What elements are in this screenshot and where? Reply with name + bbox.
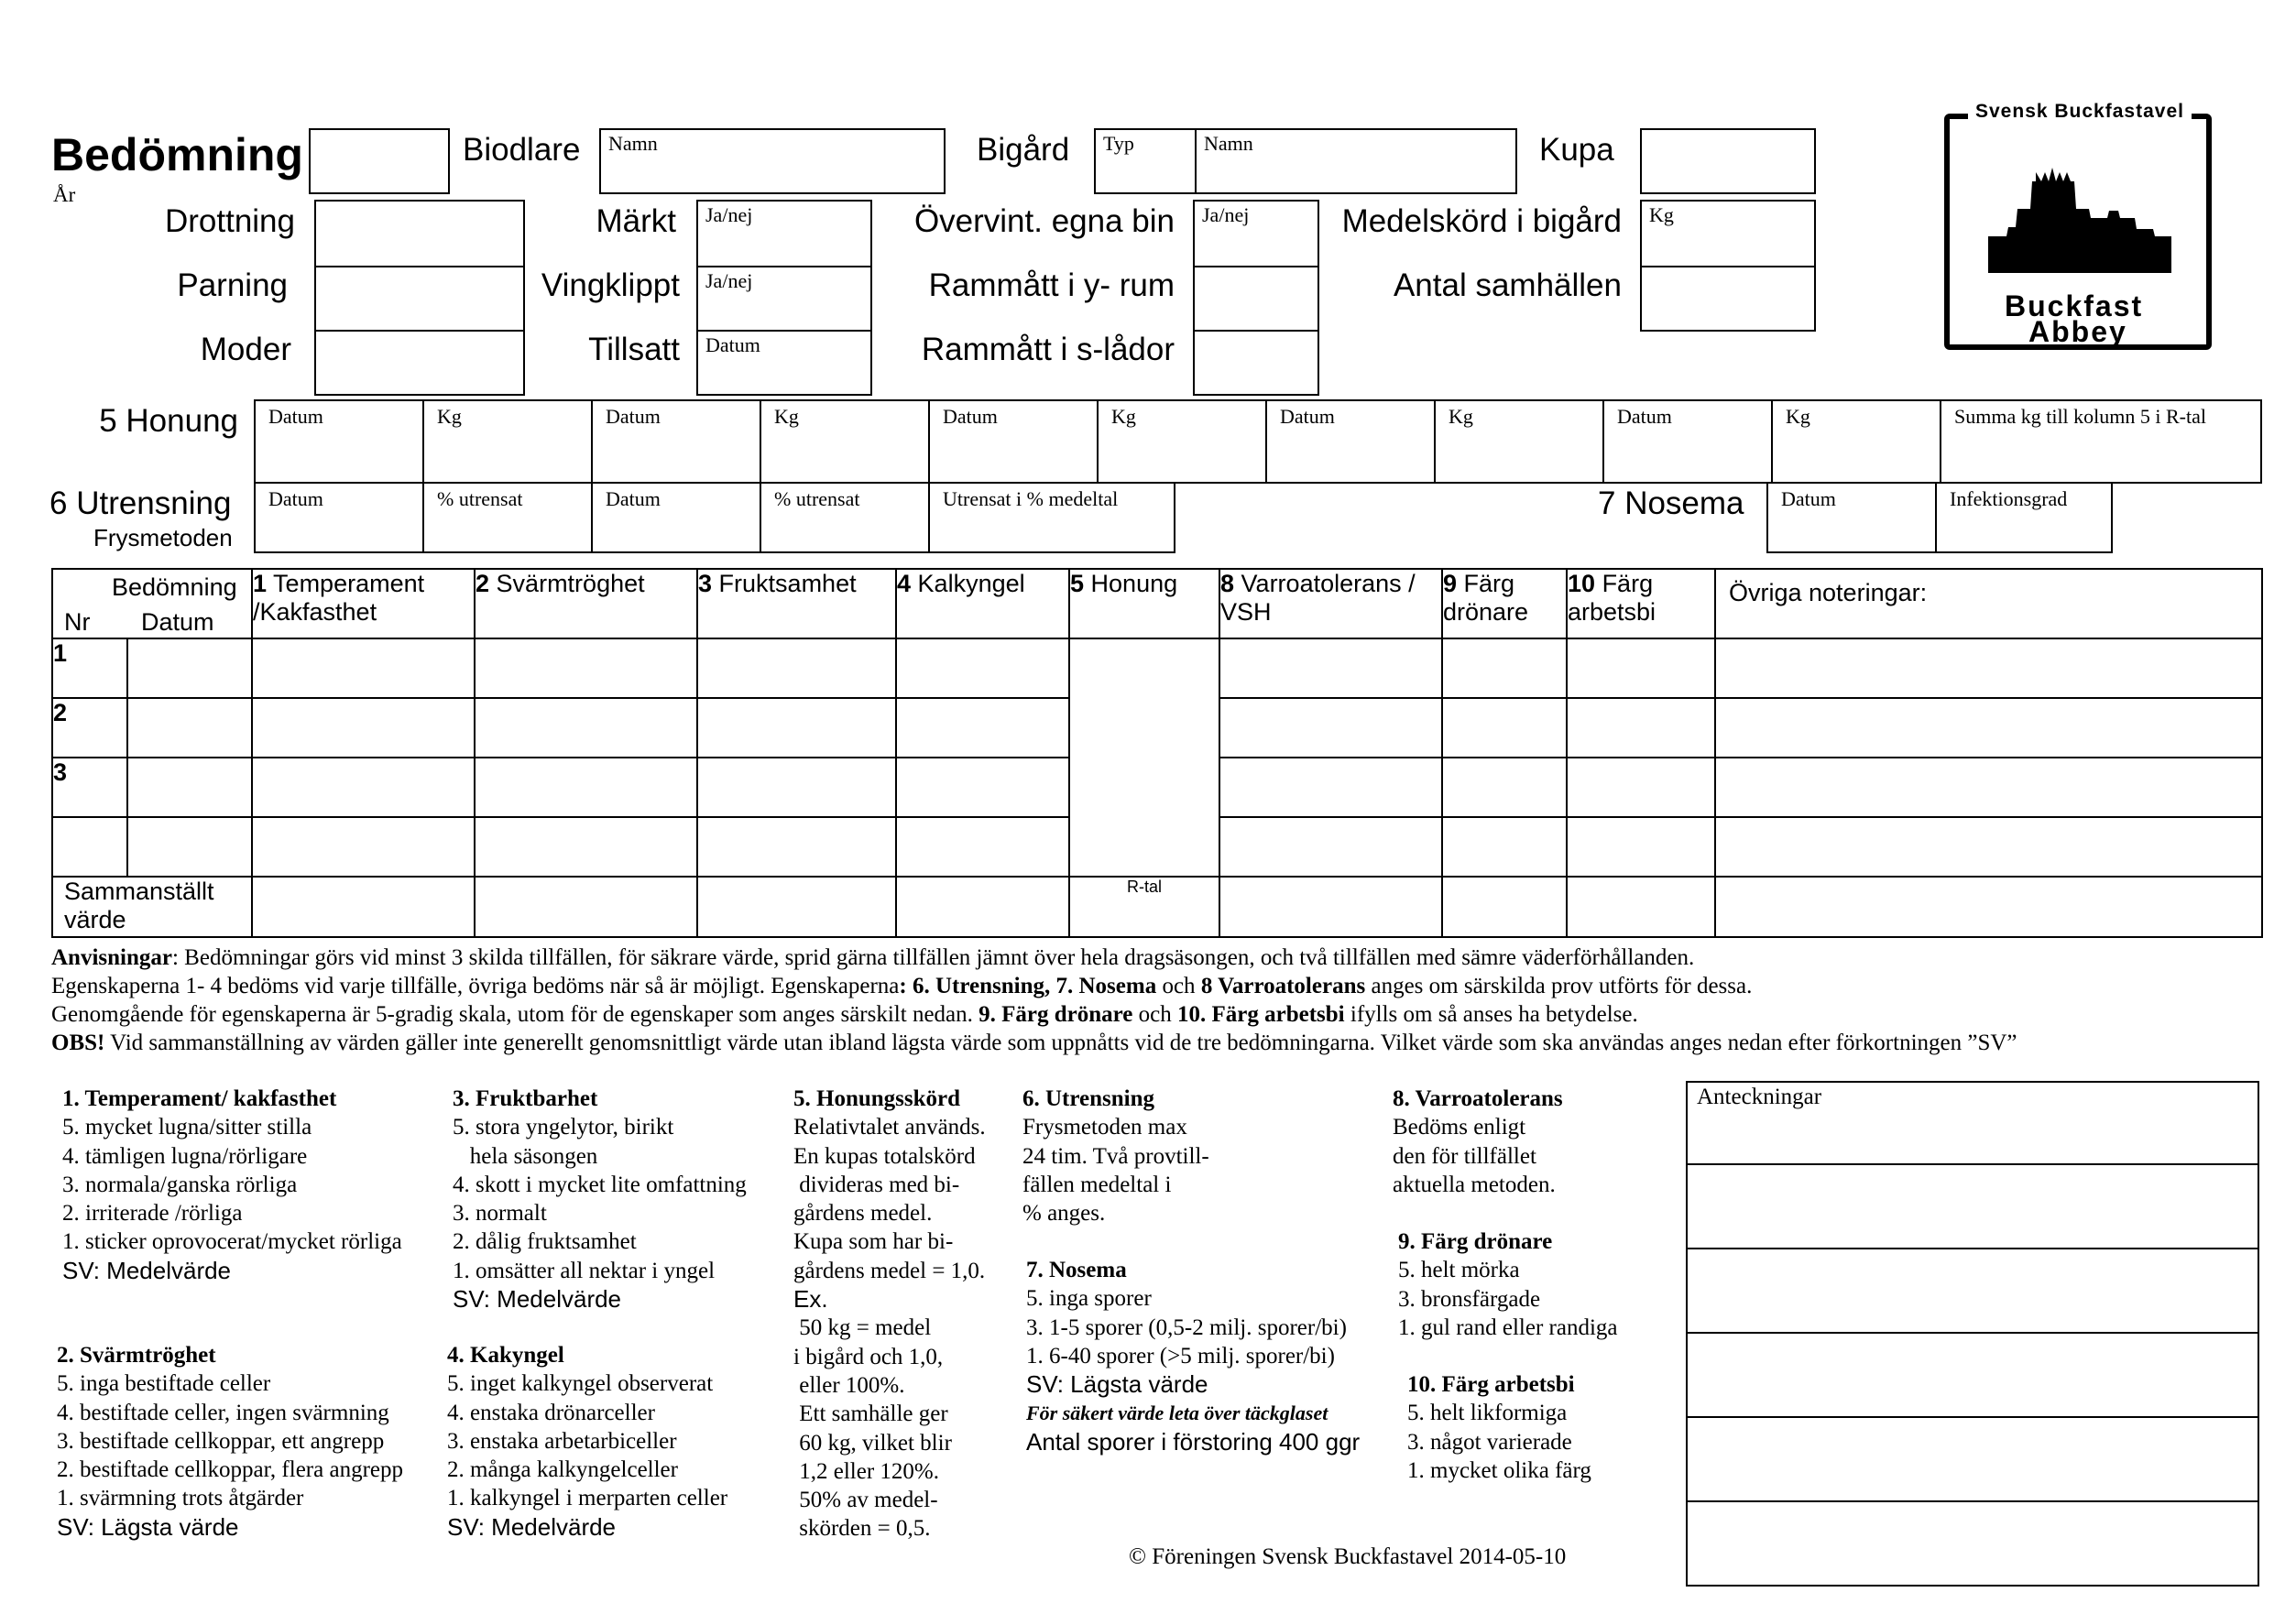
- honung-cell[interactable]: [1434, 399, 1604, 484]
- utrensning-cell[interactable]: [591, 482, 761, 553]
- markt-label: Märkt: [596, 203, 676, 239]
- grid-cell[interactable]: [697, 758, 896, 817]
- grid-cell[interactable]: [475, 817, 697, 877]
- grid-cell[interactable]: [252, 877, 475, 937]
- medelskord-label: Medelskörd i bigård: [1341, 203, 1622, 239]
- legend-line: 3. något varierade: [1407, 1429, 1572, 1455]
- summary-label: [52, 877, 252, 937]
- bigard-label: Bigård: [977, 132, 1070, 168]
- grid-cell[interactable]: [1219, 758, 1442, 817]
- legend-heading: 4. Kakyngel: [447, 1343, 564, 1368]
- legend-line: 5. stora yngelytor, birikt: [453, 1115, 674, 1140]
- legend-line: 3. normalt: [453, 1201, 547, 1227]
- legend-line: hela säsongen: [453, 1143, 598, 1169]
- legend-line: gårdens medel.: [793, 1201, 933, 1227]
- biodlare-name-field[interactable]: [599, 128, 946, 194]
- grid-cell[interactable]: [896, 638, 1069, 698]
- legend-line: Relativtalet används.: [793, 1115, 986, 1140]
- datum-hdr-label: Datum: [141, 608, 214, 636]
- honung-cell[interactable]: [1771, 399, 1941, 484]
- legend-line: 2. många kalkyngelceller: [447, 1457, 678, 1483]
- legend-line: 1. 6-40 sporer (>5 milj. sporer/bi): [1026, 1343, 1335, 1369]
- instr-bold: 10. Färg arbetsbi: [1177, 1002, 1345, 1027]
- moder-field[interactable]: [314, 330, 525, 396]
- instr-bold: 9. Färg drönare: [979, 1002, 1133, 1027]
- cell-caption: Datum: [1280, 405, 1335, 428]
- legend-line: 4. skott i mycket lite omfattning: [453, 1172, 747, 1197]
- legend-line: 1. gul rand eller randiga: [1398, 1314, 1618, 1340]
- logo-line1: Buckfast: [2005, 289, 2144, 322]
- legend-line: SV: Medelvärde: [62, 1256, 232, 1284]
- cell-caption: Datum: [606, 405, 661, 428]
- honung-cell[interactable]: [928, 399, 1099, 484]
- col-num: 1: [253, 570, 268, 597]
- frysmetoden-label: Frysmetoden: [93, 524, 233, 551]
- tillsatt-field[interactable]: [696, 330, 872, 396]
- field-caption: Namn: [608, 132, 658, 155]
- legend-line: 5. mycket lugna/sitter stilla: [62, 1115, 312, 1140]
- legend-line: 2. dålig fruktsamhet: [453, 1229, 637, 1255]
- assessment-grid: [51, 568, 2263, 938]
- drottning-label: Drottning: [164, 203, 295, 239]
- cell-caption: Datum: [268, 405, 323, 428]
- grid-cell[interactable]: [1442, 877, 1567, 937]
- abbey-icon: [1988, 145, 2171, 273]
- grid-cell[interactable]: [252, 698, 475, 758]
- cell-caption: Kg: [437, 405, 462, 428]
- legend-heading: 10. Färg arbetsbi: [1407, 1372, 1575, 1397]
- cell-caption: Infektionsgrad: [1950, 487, 2068, 510]
- parning-field[interactable]: [314, 266, 525, 332]
- grid-cell[interactable]: [475, 638, 697, 698]
- nosema-cell[interactable]: [1766, 482, 1937, 553]
- legend-line: Ett samhälle ger: [793, 1401, 948, 1427]
- legend-line: 2. bestiftade cellkoppar, flera angrepp: [57, 1457, 403, 1483]
- col-ovriga-header: [1715, 569, 2262, 638]
- field-caption: Ja/nej: [705, 203, 753, 226]
- legend-line: 2. irriterade /rörliga: [62, 1201, 243, 1227]
- legend-farg-arbetsbi: [1407, 1370, 1591, 1485]
- legend-line: 5. inga sporer: [1026, 1286, 1152, 1312]
- kupa-label: Kupa: [1539, 132, 1614, 168]
- grid-cell[interactable]: [1567, 817, 1715, 877]
- legend-line: 1. sticker oprovocerat/mycket rörliga: [62, 1229, 402, 1255]
- legend-line: % anges.: [1022, 1201, 1106, 1227]
- bedomning-hdr-label: Bedömning: [112, 573, 237, 601]
- honung-cell[interactable]: [1602, 399, 1773, 484]
- grid-cell[interactable]: [697, 698, 896, 758]
- row-number: [52, 817, 127, 877]
- instructions-line-4: [51, 1029, 2017, 1057]
- rammatt-y-label: Rammått i y- rum: [928, 267, 1175, 303]
- legend-line: eller 100%.: [793, 1372, 905, 1398]
- rammatt-s-label: Rammått i s-lådor: [921, 332, 1175, 367]
- grid-cell[interactable]: [1567, 698, 1715, 758]
- page-title: Bedömning: [51, 129, 303, 180]
- markt-field[interactable]: [696, 200, 872, 267]
- row-number: 2: [52, 698, 127, 758]
- legend-honungsskord: [793, 1085, 986, 1543]
- overvint-label: Övervint. egna bin: [913, 203, 1175, 239]
- utrensning-cell[interactable]: [928, 482, 1175, 553]
- col-temperament-header: [252, 569, 475, 638]
- col-kalk-header: [896, 569, 1069, 638]
- legend-heading: 9. Färg drönare: [1398, 1229, 1553, 1254]
- honung-cell[interactable]: [1940, 399, 2262, 484]
- grid-cell[interactable]: [1219, 817, 1442, 877]
- legend-line: 1. svärmning trots åtgärder: [57, 1486, 304, 1511]
- honung-cell[interactable]: [1097, 399, 1267, 484]
- legend-line: 60 kg, vilket blir: [793, 1430, 952, 1456]
- field-caption: Namn: [1204, 132, 1253, 155]
- col-label: Färg drönare: [1443, 570, 1529, 626]
- legend-svarmtroghet: [57, 1341, 403, 1542]
- grid-cell[interactable]: [1442, 698, 1567, 758]
- antal-field[interactable]: [1640, 266, 1816, 332]
- col-varroa-header: [1219, 569, 1442, 638]
- field-caption: Datum: [705, 333, 760, 356]
- legend-line: Frysmetoden max: [1022, 1115, 1187, 1140]
- legend-line: 3. normala/ganska rörliga: [62, 1172, 298, 1197]
- summary-row: [52, 877, 2262, 937]
- logo-line2: Abbey: [2028, 315, 2127, 348]
- legend-heading: 2. Svärmtröghet: [57, 1343, 216, 1368]
- grid-cell[interactable]: [697, 638, 896, 698]
- honung-cell[interactable]: [760, 399, 930, 484]
- legend-heading: 8. Varroatolerans: [1393, 1086, 1563, 1111]
- legend-line: SV: Lägsta värde: [57, 1512, 239, 1541]
- legend-line: SV: Medelvärde: [447, 1512, 617, 1541]
- vingklippt-label: Vingklippt: [541, 267, 680, 303]
- instr-bold: OBS!: [51, 1031, 105, 1055]
- legend-line: 3. enstaka arbetarbiceller: [447, 1428, 677, 1454]
- instr-text: ifylls om så anses ha betydelse.: [1344, 1002, 1638, 1027]
- grid-cell[interactable]: [127, 638, 252, 698]
- cell-caption: Utrensat i % medeltal: [943, 487, 1119, 510]
- bigard-type-field[interactable]: [1094, 128, 1197, 194]
- legend-line: i bigård och 1,0,: [793, 1344, 944, 1369]
- table-row: [52, 638, 2262, 698]
- legend-line: skörden = 0,5.: [793, 1516, 931, 1542]
- legend-line: Ex.: [793, 1285, 828, 1314]
- legend-line: Bedöms enligt: [1393, 1115, 1526, 1140]
- legend-line: 4. enstaka drönarceller: [447, 1400, 655, 1425]
- logo-top-text: Svensk Buckfastavel: [1968, 101, 2192, 123]
- col-num: 8: [1220, 570, 1235, 597]
- legend-line: 4. tämligen lugna/rörligare: [62, 1143, 308, 1169]
- antal-label: Antal samhällen: [1393, 267, 1622, 303]
- grid-cell[interactable]: [1715, 877, 2262, 937]
- instr-text: och: [1156, 974, 1201, 998]
- notes-line: [1686, 1163, 2259, 1165]
- legend-heading: 7. Nosema: [1026, 1258, 1127, 1282]
- copyright: © Föreningen Svensk Buckfastavel 2014-05-10: [1129, 1544, 1567, 1569]
- cell-caption: Datum: [1781, 487, 1836, 510]
- grid-cell[interactable]: [127, 758, 252, 817]
- cell-caption: Kg: [1111, 405, 1136, 428]
- legend-farg-dronare: [1398, 1227, 1618, 1342]
- legend-line: divideras med bi-: [793, 1172, 960, 1197]
- legend-utrensning: [1022, 1085, 1209, 1227]
- instructions-line-2: [51, 972, 1752, 1000]
- col-arbetsbi-header: [1567, 569, 1715, 638]
- legend-temperament: [62, 1085, 402, 1285]
- nosema-label: 7 Nosema: [1598, 485, 1744, 521]
- grid-cell[interactable]: [127, 817, 252, 877]
- cell-caption: % utrensat: [437, 487, 523, 510]
- grid-cell[interactable]: [252, 638, 475, 698]
- honung-label: 5 Honung: [99, 403, 238, 439]
- instr-text: : Bedömningar görs vid minst 3 skilda tillfällen, för säkrare värde, sprid gärna tillfällen jämnt över hela dragsäsongen, och två tillfällen med sämre väderförhållanden.: [171, 945, 1695, 970]
- grid-cell[interactable]: [1442, 758, 1567, 817]
- grid-cell[interactable]: [1219, 877, 1442, 937]
- grid-cell[interactable]: [896, 877, 1069, 937]
- col-label: Fruktsamhet: [718, 570, 857, 597]
- cell-caption: Datum: [943, 405, 998, 428]
- col-label: Varroatolerans / VSH: [1220, 570, 1416, 626]
- legend-heading: 5. Honungsskörd: [793, 1086, 961, 1111]
- rtal-cell[interactable]: [1069, 877, 1219, 937]
- legend-line: SV: Medelvärde: [453, 1285, 622, 1314]
- col-label: Svärmtröghet: [496, 570, 645, 597]
- bedomning-header: [52, 569, 252, 638]
- col-label: Honung: [1090, 570, 1178, 597]
- legend-kalkyngel: [447, 1341, 727, 1542]
- rtal-label: R-tal: [1126, 878, 1162, 896]
- col-label: Övriga noteringar:: [1729, 579, 1928, 606]
- legend-line: 5. inga bestiftade celler: [57, 1371, 271, 1397]
- instr-bold: Anvisningar: [51, 945, 172, 970]
- medelskord-field[interactable]: [1640, 200, 1816, 267]
- cell-caption: Datum: [268, 487, 323, 510]
- honung-cell[interactable]: [422, 399, 593, 484]
- utrensning-cell[interactable]: [254, 482, 424, 553]
- legend-line: 1,2 eller 120%.: [793, 1458, 939, 1484]
- col-drone-header: [1442, 569, 1567, 638]
- tillsatt-label: Tillsatt: [588, 332, 680, 367]
- legend-line: 4. bestiftade celler, ingen svärmning: [57, 1400, 389, 1425]
- legend-line: 3. bestiftade cellkoppar, ett angrepp: [57, 1428, 385, 1454]
- buckfast-logo: [1941, 101, 2221, 353]
- legend-line: För säkert värde leta över täckglaset: [1026, 1401, 1328, 1425]
- legend-line: aktuella metoden.: [1393, 1172, 1556, 1197]
- legend-line: 5. helt mörka: [1398, 1258, 1520, 1283]
- field-caption: Ja/nej: [1202, 203, 1250, 226]
- field-caption: Ja/nej: [705, 269, 753, 292]
- row-number: 3: [52, 758, 127, 817]
- instr-text: Egenskaperna 1- 4 bedöms vid varje tillfälle, övriga bedöms när så är möjligt. Egenskaperna: [51, 974, 900, 998]
- grid-cell[interactable]: [1567, 758, 1715, 817]
- kupa-field[interactable]: [1640, 128, 1816, 194]
- instr-bold: 8 Varroatolerans: [1200, 974, 1366, 998]
- legend-line: 5. inget kalkyngel observerat: [447, 1371, 714, 1397]
- summary-text: Sammanställt värde: [64, 878, 214, 933]
- grid-cell[interactable]: [896, 698, 1069, 758]
- col-num: 10: [1568, 570, 1596, 597]
- cell-caption: Summa kg till kolumn 5 i R-tal: [1954, 405, 2206, 428]
- rammatt-y-field[interactable]: [1193, 266, 1319, 332]
- grid-cell[interactable]: [1219, 638, 1442, 698]
- cell-caption: Kg: [1786, 405, 1810, 428]
- notes-line: [1686, 1416, 2259, 1418]
- instr-text: anges om särskilda prov utförts för dessa.: [1365, 974, 1753, 998]
- cell-caption: % utrensat: [774, 487, 860, 510]
- row-number: 1: [52, 638, 127, 698]
- legend-line: 3. bronsfärgade: [1398, 1286, 1541, 1312]
- grid-cell[interactable]: [1715, 638, 2262, 698]
- legend-varroa: [1393, 1085, 1563, 1199]
- grid-cell[interactable]: [896, 817, 1069, 877]
- col-label: Kalkyngel: [917, 570, 1025, 597]
- legend-line: En kupas totalskörd: [793, 1143, 976, 1169]
- legend-line: den för tillfället: [1393, 1143, 1536, 1169]
- col-honung-header: [1069, 569, 1219, 638]
- legend-line: 5. helt likformiga: [1407, 1401, 1568, 1426]
- anteckningar-box[interactable]: [1686, 1081, 2259, 1587]
- instr-text: Vid sammanställning av värden gäller inte generellt genomsnittligt värde utan ibland lägsta värde som uppnåtts vid de tre bedömningarna. Vilket värde som ska användas anges nedan efter förkortningen ”SV”: [104, 1031, 2017, 1055]
- grid-cell[interactable]: [697, 877, 896, 937]
- legend-fruktbarhet: [453, 1085, 747, 1314]
- parning-label: Parning: [177, 267, 288, 303]
- notes-line: [1686, 1248, 2259, 1249]
- field-caption: Kg: [1649, 203, 1674, 226]
- cell-caption: Datum: [606, 487, 661, 510]
- honung-cell[interactable]: [254, 399, 424, 484]
- cell-caption: Datum: [1617, 405, 1672, 428]
- legend-line: fällen medeltal i: [1022, 1172, 1172, 1197]
- honung-merged-cell[interactable]: [1069, 638, 1219, 877]
- legend-line: 50 kg = medel: [793, 1315, 932, 1341]
- instr-text: Genomgående för egenskaperna är 5-gradig skala, utom för de egenskaper som anges särskilt nedan.: [51, 1002, 979, 1027]
- grid-cell[interactable]: [475, 758, 697, 817]
- grid-cell[interactable]: [1567, 877, 1715, 937]
- notes-line: [1686, 1500, 2259, 1502]
- grid-cell[interactable]: [1715, 817, 2262, 877]
- grid-cell[interactable]: [1442, 817, 1567, 877]
- legend-line: 24 tim. Två provtill-: [1022, 1143, 1209, 1169]
- col-num: 9: [1443, 570, 1458, 597]
- legend-line: Antal sporer i förstoring 400 ggr: [1026, 1427, 1361, 1456]
- grid-cell[interactable]: [475, 877, 697, 937]
- legend-heading: 6. Utrensning: [1022, 1086, 1155, 1111]
- legend-line: Kupa som har bi-: [793, 1229, 954, 1255]
- col-label: Färg arbetsbi: [1568, 570, 1656, 626]
- grid-cell[interactable]: [1567, 638, 1715, 698]
- bigard-name-field[interactable]: [1195, 128, 1517, 194]
- rammatt-s-field[interactable]: [1193, 330, 1319, 396]
- grid-cell[interactable]: [252, 817, 475, 877]
- col-svarm-header: [475, 569, 697, 638]
- legend-heading: 3. Fruktbarhet: [453, 1086, 598, 1111]
- grid-cell[interactable]: [1219, 698, 1442, 758]
- field-caption: Typ: [1103, 132, 1134, 155]
- anteckningar-label: Anteckningar: [1697, 1085, 1822, 1109]
- instructions-line-3: [51, 1000, 1638, 1029]
- grid-cell[interactable]: [896, 758, 1069, 817]
- col-num: 5: [1070, 570, 1085, 597]
- legend-nosema: [1026, 1256, 1360, 1456]
- grid-cell[interactable]: [1715, 698, 2262, 758]
- legend-line: gårdens medel = 1,0.: [793, 1258, 986, 1283]
- grid-cell[interactable]: [252, 758, 475, 817]
- moder-label: Moder: [200, 332, 291, 367]
- grid-cell[interactable]: [697, 817, 896, 877]
- year-field[interactable]: [309, 128, 450, 194]
- col-num: 2: [476, 570, 490, 597]
- col-num: 4: [897, 570, 912, 597]
- honung-cell[interactable]: [1265, 399, 1436, 484]
- legend-heading: 1. Temperament/ kakfasthet: [62, 1086, 337, 1111]
- instructions-line-1: [51, 943, 1694, 972]
- legend-line: 1. mycket olika färg: [1407, 1457, 1591, 1483]
- instr-bold: : 6. Utrensning, 7. Nosema: [899, 974, 1157, 998]
- nosema-cell[interactable]: [1935, 482, 2113, 553]
- legend-line: 1. kalkyngel i merparten celler: [447, 1486, 728, 1511]
- legend-line: 50% av medel-: [793, 1488, 938, 1513]
- utrensning-label: 6 Utrensning: [49, 485, 232, 521]
- grid-cell[interactable]: [127, 698, 252, 758]
- honung-cell[interactable]: [591, 399, 761, 484]
- overvint-field[interactable]: [1193, 200, 1319, 267]
- col-label: Temperament /Kakfasthet: [253, 570, 425, 626]
- utrensning-cell[interactable]: [422, 482, 593, 553]
- legend-line: SV: Lägsta värde: [1026, 1370, 1208, 1399]
- legend-line: 3. 1-5 sporer (0,5-2 milj. sporer/bi): [1026, 1314, 1347, 1340]
- notes-line: [1686, 1332, 2259, 1334]
- year-label: År: [53, 183, 76, 206]
- utrensning-cell[interactable]: [760, 482, 930, 553]
- col-frukt-header: [697, 569, 896, 638]
- drottning-field[interactable]: [314, 200, 525, 267]
- grid-cell[interactable]: [1715, 758, 2262, 817]
- grid-cell[interactable]: [1442, 638, 1567, 698]
- cell-caption: Kg: [774, 405, 799, 428]
- grid-cell[interactable]: [475, 698, 697, 758]
- legend-line: 1. omsätter all nektar i yngel: [453, 1258, 716, 1283]
- nr-hdr-label: Nr: [64, 608, 91, 636]
- col-num: 3: [698, 570, 713, 597]
- vingklippt-field[interactable]: [696, 266, 872, 332]
- instr-text: och: [1132, 1002, 1178, 1027]
- biodlare-label: Biodlare: [463, 132, 581, 168]
- cell-caption: Kg: [1449, 405, 1473, 428]
